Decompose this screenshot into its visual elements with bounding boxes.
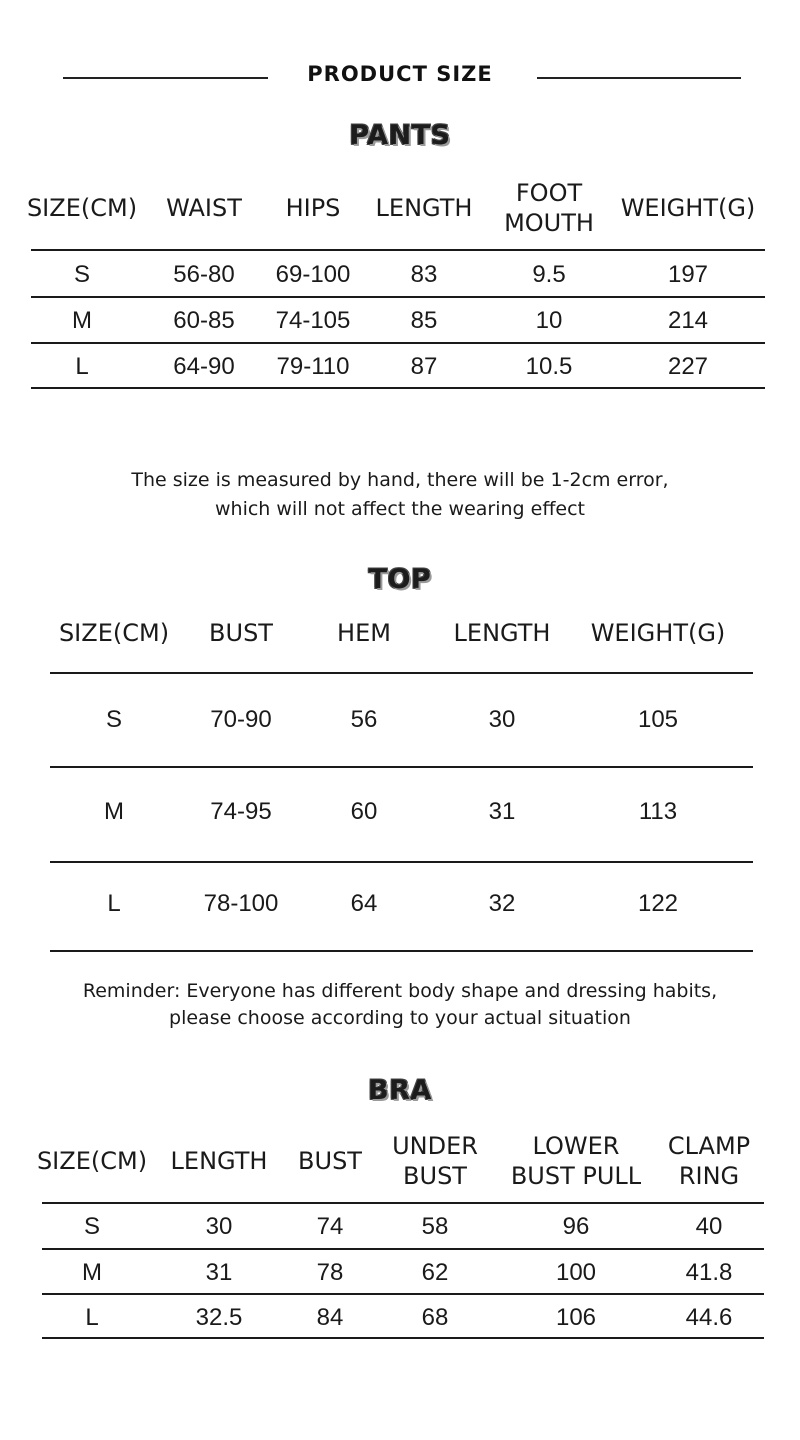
bra-row-divider — [42, 1337, 764, 1339]
top-header-cell: HEM — [337, 619, 391, 647]
top-row-divider — [50, 950, 753, 952]
pants-row-divider — [31, 387, 765, 389]
top-row-divider — [50, 861, 753, 863]
pants-table-cell: 60-85 — [173, 307, 235, 334]
top-table-cell: 113 — [638, 798, 678, 825]
pants-table-cell: 87 — [410, 353, 438, 380]
reminder-note-line-1: Reminder: Everyone has different body shape and dressing habits, — [82, 980, 718, 1002]
top-row-divider — [50, 766, 753, 768]
bra-table-cell: 58 — [421, 1213, 449, 1240]
bra-table-cell: S — [83, 1213, 101, 1240]
measurement-note-line-1: The size is measured by hand, there will be 1-2cm error, — [131, 469, 669, 491]
bra-header-cell: CLAMP RING — [667, 1132, 751, 1190]
pants-table-cell: 10 — [535, 307, 563, 334]
pants-table-cell: 74-105 — [275, 307, 351, 334]
pants-title: PANTS — [349, 120, 451, 151]
pants-table-cell: M — [72, 307, 92, 334]
pants-table-cell: S — [73, 261, 91, 288]
top-table-cell: 64 — [350, 890, 378, 917]
bra-table-cell: 100 — [555, 1259, 597, 1286]
bra-header-cell: UNDER BUST — [392, 1132, 478, 1190]
pants-table-cell: 227 — [667, 353, 709, 380]
pants-table-cell: 214 — [667, 307, 709, 334]
top-table-cell: 31 — [488, 798, 516, 825]
bra-table-cell: 68 — [421, 1304, 449, 1331]
pants-header-cell: WAIST — [166, 194, 242, 222]
pants-table-cell: 69-100 — [275, 261, 351, 288]
top-header-cell: LENGTH — [453, 619, 551, 647]
bra-table-cell: 44.6 — [685, 1304, 733, 1331]
top-table-cell: 78-100 — [203, 890, 279, 917]
top-header-cell: WEIGHT(G) — [590, 619, 726, 647]
bra-table-cell: 62 — [421, 1259, 449, 1286]
top-row-divider — [50, 672, 753, 674]
top-table-cell: 122 — [637, 890, 679, 917]
top-table-cell: 70-90 — [210, 706, 272, 733]
pants-table-cell: 79-110 — [276, 353, 350, 380]
bra-header-cell: LOWER BUST PULL — [510, 1132, 642, 1190]
bra-row-divider — [42, 1202, 764, 1204]
bra-row-divider — [42, 1248, 764, 1250]
bra-table-cell: 30 — [205, 1213, 233, 1240]
bra-table-cell: 74 — [316, 1213, 344, 1240]
top-table-cell: 74-95 — [210, 798, 272, 825]
bra-table-cell: 84 — [316, 1304, 344, 1331]
bra-table-cell: 32.5 — [195, 1304, 243, 1331]
bra-header-cell: LENGTH — [170, 1147, 268, 1175]
pants-table-cell: 197 — [667, 261, 709, 288]
bra-header-cell: BUST — [298, 1147, 362, 1175]
reminder-note-line-2: please choose according to your actual situation — [169, 1007, 631, 1029]
bra-table-cell: M — [82, 1259, 102, 1286]
top-table-cell: 32 — [488, 890, 516, 917]
bra-table-cell: L — [85, 1304, 99, 1331]
pants-table-cell: 83 — [410, 261, 438, 288]
pants-table-cell: 64-90 — [173, 353, 235, 380]
top-table-cell: S — [105, 706, 123, 733]
top-table-cell: 56 — [350, 706, 378, 733]
pants-header-cell: SIZE(CM) — [26, 194, 138, 222]
pants-table-cell: 85 — [410, 307, 438, 334]
bra-row-divider — [42, 1293, 764, 1295]
pants-row-divider — [31, 342, 765, 344]
pants-table-cell: 56-80 — [173, 261, 235, 288]
top-table-cell: M — [104, 798, 124, 825]
bra-header-cell: SIZE(CM) — [36, 1147, 148, 1175]
header-rule-right — [537, 77, 741, 79]
pants-header-cell: HIPS — [285, 194, 341, 222]
bra-table-cell: 106 — [555, 1304, 597, 1331]
top-table-cell: L — [107, 890, 121, 917]
pants-header-cell: FOOT MOUTH — [504, 179, 594, 237]
bra-table-cell: 41.8 — [685, 1259, 733, 1286]
top-table-cell: 105 — [637, 706, 679, 733]
top-title: TOP — [368, 564, 432, 595]
pants-header-cell: LENGTH — [375, 194, 473, 222]
top-table-cell: 60 — [350, 798, 378, 825]
pants-row-divider — [31, 249, 765, 251]
pants-table-cell: L — [75, 353, 89, 380]
top-table-cell: 30 — [488, 706, 516, 733]
pants-table-cell: 10.5 — [525, 353, 573, 380]
bra-title: BRA — [368, 1075, 432, 1106]
bra-table-cell: 78 — [316, 1259, 344, 1286]
bra-table-cell: 40 — [695, 1213, 723, 1240]
page-title: PRODUCT SIZE — [307, 62, 493, 86]
bra-table-cell: 31 — [205, 1259, 233, 1286]
pants-header-cell: WEIGHT(G) — [620, 194, 756, 222]
top-header-cell: SIZE(CM) — [58, 619, 170, 647]
bra-table-cell: 96 — [562, 1213, 590, 1240]
top-header-cell: BUST — [209, 619, 273, 647]
pants-row-divider — [31, 296, 765, 298]
measurement-note-line-2: which will not affect the wearing effect — [214, 498, 585, 520]
pants-table-cell: 9.5 — [532, 261, 566, 288]
